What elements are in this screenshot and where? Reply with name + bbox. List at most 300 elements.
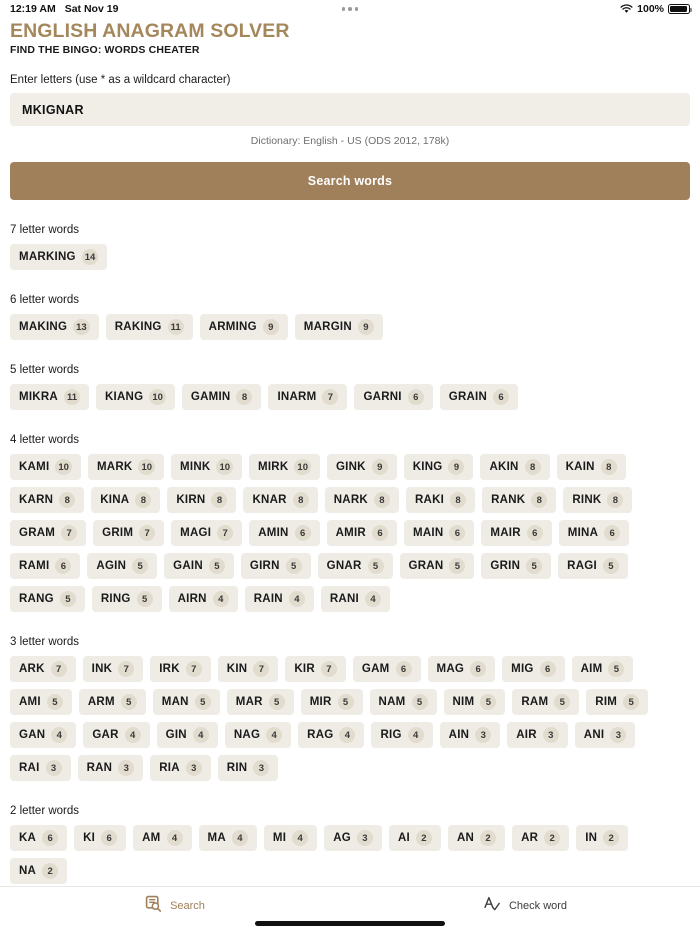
word-chip-score: 8: [211, 492, 227, 508]
word-chip[interactable]: [10, 689, 72, 715]
word-chip-score: 2: [416, 830, 432, 846]
word-chip-label: AM: [142, 832, 161, 844]
word-chip-label: RAIN: [253, 593, 283, 605]
word-chip-label: AI: [397, 832, 410, 844]
word-chip-label: RAMI: [19, 560, 50, 572]
word-chip[interactable]: [10, 520, 86, 546]
word-chip-score: 4: [125, 727, 141, 743]
word-chip-label: RAGI: [567, 560, 597, 572]
word-chip[interactable]: [321, 586, 390, 612]
word-chip[interactable]: [318, 553, 393, 579]
word-chip-score: 7: [186, 661, 202, 677]
word-chip[interactable]: [353, 656, 421, 682]
word-chip-score: 3: [610, 727, 626, 743]
word-chip[interactable]: [325, 487, 399, 513]
word-group: [10, 434, 690, 612]
word-chip-label: AIR: [516, 729, 537, 741]
word-chip[interactable]: [88, 454, 164, 480]
word-chip-label: RANI: [329, 593, 359, 605]
word-chip-label: MIRK: [258, 461, 289, 473]
word-chip-score: 3: [186, 760, 202, 776]
word-chip[interactable]: [74, 825, 126, 851]
word-chip-score: 9: [372, 459, 388, 475]
word-group-title: 7 letter words: [10, 224, 80, 236]
word-chip[interactable]: [249, 520, 319, 546]
word-chip-label: MINA: [567, 527, 599, 539]
word-chip-label: GAN: [19, 729, 46, 741]
word-chip[interactable]: [586, 689, 648, 715]
word-chip-label: ANI: [583, 729, 605, 741]
word-chip-score: 8: [607, 492, 623, 508]
word-chip-score: 4: [292, 830, 308, 846]
search-words-button[interactable]: Search words: [10, 162, 690, 200]
word-chip[interactable]: [171, 454, 242, 480]
word-chip-score: 5: [286, 558, 302, 574]
word-chip-label: GARNI: [363, 391, 402, 403]
word-chip-label: KIN: [226, 663, 248, 675]
word-chip-score: 5: [121, 694, 137, 710]
word-chip[interactable]: [444, 689, 506, 715]
word-chip-label: NAM: [378, 696, 406, 708]
word-chip-label: MARK: [96, 461, 133, 473]
word-chip-score: 6: [493, 389, 509, 405]
word-chip[interactable]: [404, 520, 474, 546]
search-form: [0, 74, 700, 200]
word-chip-label: KAIN: [565, 461, 595, 473]
check-word-icon: [483, 895, 501, 917]
word-chip[interactable]: [440, 384, 518, 410]
word-chip-label: RAKI: [414, 494, 445, 506]
word-chip[interactable]: [225, 722, 291, 748]
word-chip-score: 2: [42, 863, 58, 879]
word-chip-score: 4: [213, 591, 229, 607]
word-chip-score: 5: [60, 591, 76, 607]
word-chip[interactable]: [10, 722, 76, 748]
wifi-icon: [620, 4, 633, 14]
word-chip[interactable]: [285, 656, 346, 682]
word-chip-label: ARK: [19, 663, 45, 675]
word-chip-score: 2: [480, 830, 496, 846]
word-chip[interactable]: [241, 553, 311, 579]
word-chip-score: 7: [118, 661, 134, 677]
word-chip-score: 5: [608, 661, 624, 677]
word-chip-label: GRAN: [408, 560, 444, 572]
word-chip-score: 4: [339, 727, 355, 743]
word-chip-label: MAKING: [19, 321, 68, 333]
status-bar-right: [620, 3, 690, 15]
word-chip-label: KIR: [294, 663, 315, 675]
word-chip-label: GIN: [165, 729, 187, 741]
word-chip-list: [10, 244, 690, 270]
word-chip-label: MIKRA: [19, 391, 58, 403]
word-chip-label: GAMIN: [190, 391, 231, 403]
word-chip-label: KAMI: [19, 461, 50, 473]
word-chip-label: KING: [412, 461, 443, 473]
word-chip-score: 6: [101, 830, 117, 846]
word-chip[interactable]: [218, 656, 279, 682]
word-chip-label: GAR: [92, 729, 119, 741]
word-chip-score: 10: [216, 459, 233, 475]
word-chip-label: MA: [207, 832, 226, 844]
word-chip-score: 10: [294, 459, 311, 475]
tab-search[interactable]: [0, 895, 350, 917]
home-indicator: [255, 921, 445, 926]
word-chip-score: 13: [73, 319, 90, 335]
word-chip-label: RAG: [307, 729, 334, 741]
word-chip-score: 8: [601, 459, 617, 475]
word-chip-score: 6: [604, 525, 620, 541]
word-chip[interactable]: [150, 755, 211, 781]
word-chip-score: 3: [475, 727, 491, 743]
word-chip-label: NA: [19, 865, 37, 877]
word-chip[interactable]: [227, 689, 294, 715]
word-chip[interactable]: [167, 487, 236, 513]
word-chip-label: RAM: [521, 696, 549, 708]
word-chip-label: GRAM: [19, 527, 56, 539]
word-chip-score: 6: [527, 525, 543, 541]
word-chip-label: NARK: [333, 494, 368, 506]
word-group: [10, 805, 690, 884]
word-chip[interactable]: [245, 586, 314, 612]
word-chip-label: MINK: [180, 461, 211, 473]
word-chip-score: 6: [408, 389, 424, 405]
word-chip-label: GINK: [335, 461, 366, 473]
word-chip-score: 8: [450, 492, 466, 508]
word-chip[interactable]: [218, 755, 279, 781]
word-chip-score: 5: [47, 694, 63, 710]
word-group-title: 4 letter words: [10, 434, 80, 446]
word-chip-score: 7: [322, 389, 338, 405]
word-chip-score: 11: [168, 319, 184, 335]
word-chip[interactable]: [153, 689, 220, 715]
word-group-title: 2 letter words: [10, 805, 80, 817]
word-chip-score: 5: [449, 558, 465, 574]
word-chip[interactable]: [10, 244, 107, 270]
word-chip-label: AIRN: [177, 593, 207, 605]
word-group: [10, 636, 690, 781]
word-chip-label: MI: [272, 832, 287, 844]
word-chip-score: 11: [64, 389, 80, 405]
word-chip[interactable]: [481, 553, 551, 579]
results-list: [0, 224, 700, 884]
dictionary-note: Dictionary: English - US (ODS 2012, 178k): [250, 135, 450, 147]
word-chip[interactable]: [92, 586, 162, 612]
word-chip[interactable]: [298, 722, 364, 748]
word-chip-score: 3: [46, 760, 62, 776]
battery-full-icon: [668, 4, 690, 15]
word-chip-list: [10, 454, 690, 612]
word-chip[interactable]: [200, 314, 288, 340]
word-chip[interactable]: [480, 454, 549, 480]
word-group: [10, 294, 690, 340]
word-chip-label: KA: [19, 832, 37, 844]
word-chip-label: MAGI: [180, 527, 212, 539]
word-chip-label: AIM: [580, 663, 603, 675]
word-chip[interactable]: [83, 656, 144, 682]
word-chip-score: 6: [540, 661, 556, 677]
word-chip-label: KINA: [100, 494, 130, 506]
word-chip[interactable]: [440, 722, 501, 748]
word-chip-label: NIM: [452, 696, 475, 708]
word-chip-score: 7: [253, 661, 269, 677]
word-chip[interactable]: [91, 487, 160, 513]
word-chip-label: RINK: [572, 494, 602, 506]
word-chip-label: KIRN: [176, 494, 206, 506]
word-chip-label: KARN: [19, 494, 54, 506]
word-group: [10, 364, 690, 410]
word-chip[interactable]: [10, 454, 81, 480]
word-chip[interactable]: [576, 825, 628, 851]
word-chip-score: 6: [55, 558, 71, 574]
word-chip[interactable]: [164, 553, 234, 579]
word-chip[interactable]: [507, 722, 568, 748]
word-chip-label: RAN: [86, 762, 113, 774]
word-chip-score: 7: [61, 525, 77, 541]
word-chip-label: RAKING: [114, 321, 162, 333]
word-chip[interactable]: [93, 520, 164, 546]
word-chip-label: INARM: [277, 391, 317, 403]
page-title: ENGLISH ANAGRAM SOLVER: [10, 20, 290, 42]
word-chip-label: GNAR: [326, 560, 362, 572]
word-chip-list: [10, 656, 690, 781]
word-chip-label: RANG: [19, 593, 54, 605]
word-chip-label: MIR: [309, 696, 332, 708]
word-chip-score: 4: [51, 727, 67, 743]
tab-check-word-label: Check word: [508, 900, 568, 912]
word-chip-label: AMIN: [258, 527, 289, 539]
word-chip-score: 5: [623, 694, 639, 710]
word-chip-score: 6: [470, 661, 486, 677]
word-chip-score: 10: [138, 459, 155, 475]
word-chip[interactable]: [10, 384, 89, 410]
word-group-title: 6 letter words: [10, 294, 80, 306]
word-chip[interactable]: [389, 825, 441, 851]
word-chip[interactable]: [572, 656, 634, 682]
word-chip[interactable]: [557, 454, 626, 480]
word-chip-list: [10, 825, 690, 884]
word-chip-score: 5: [132, 558, 148, 574]
word-chip[interactable]: [324, 825, 382, 851]
word-chip-label: RIA: [159, 762, 180, 774]
word-chip-score: 10: [149, 389, 166, 405]
word-group-title: 3 letter words: [10, 636, 80, 648]
word-chip-label: AG: [333, 832, 351, 844]
word-chip[interactable]: [10, 586, 85, 612]
word-chip[interactable]: [575, 722, 636, 748]
word-chip[interactable]: [428, 656, 496, 682]
word-chip-score: 3: [357, 830, 373, 846]
word-chip[interactable]: [243, 487, 317, 513]
word-chip-score: 5: [480, 694, 496, 710]
word-chip[interactable]: [249, 454, 320, 480]
word-chip-label: GRIM: [102, 527, 134, 539]
word-chip-score: 5: [195, 694, 211, 710]
word-chip-score: 4: [289, 591, 305, 607]
word-chip-label: RANK: [491, 494, 526, 506]
letters-field-label: Enter letters (use * as a wildcard character): [10, 74, 231, 86]
word-chip[interactable]: [87, 553, 157, 579]
status-bar-left: [10, 3, 118, 15]
word-chip-score: 5: [603, 558, 619, 574]
word-chip-score: 7: [321, 661, 337, 677]
word-chip[interactable]: [10, 656, 76, 682]
word-chip-score: 8: [525, 459, 541, 475]
word-chip-score: 6: [42, 830, 58, 846]
word-chip[interactable]: [481, 520, 551, 546]
word-chip-score: 8: [293, 492, 309, 508]
word-chip-score: 4: [266, 727, 282, 743]
status-time: 12:19 AM: [10, 3, 56, 15]
word-chip-label: RIG: [380, 729, 402, 741]
word-chip-score: 5: [137, 591, 153, 607]
status-date: Sat Nov 19: [64, 3, 119, 15]
word-chip-label: MAN: [161, 696, 189, 708]
word-chip[interactable]: [404, 454, 474, 480]
word-chip[interactable]: [400, 553, 475, 579]
word-chip[interactable]: [150, 656, 211, 682]
word-chip-label: AKIN: [489, 461, 519, 473]
word-chip-label: NAG: [233, 729, 261, 741]
word-chip-label: AIN: [448, 729, 470, 741]
word-chip[interactable]: [10, 755, 71, 781]
word-chip-score: 9: [358, 319, 374, 335]
word-chip[interactable]: [133, 825, 191, 851]
word-chip-label: MAR: [235, 696, 263, 708]
word-chip-label: RING: [100, 593, 131, 605]
word-chip[interactable]: [268, 384, 347, 410]
word-chip[interactable]: [10, 858, 67, 884]
word-chip-label: AGIN: [96, 560, 127, 572]
word-chip[interactable]: [106, 314, 193, 340]
word-chip[interactable]: [79, 689, 146, 715]
word-chip[interactable]: [558, 553, 628, 579]
word-chip-score: 8: [374, 492, 390, 508]
word-chip-score: 4: [193, 727, 209, 743]
word-chip-label: ARM: [87, 696, 115, 708]
word-chip-score: 10: [55, 459, 72, 475]
word-chip[interactable]: [10, 553, 80, 579]
word-chip[interactable]: [482, 487, 556, 513]
word-chip[interactable]: [182, 384, 262, 410]
word-chip-label: GAIN: [173, 560, 203, 572]
word-chip[interactable]: [370, 689, 437, 715]
word-chip-label: MAIR: [490, 527, 521, 539]
word-chip-label: RIN: [226, 762, 248, 774]
word-chip[interactable]: [559, 520, 629, 546]
word-chip-score: 5: [368, 558, 384, 574]
word-chip[interactable]: [10, 825, 67, 851]
word-chip-score: 9: [448, 459, 464, 475]
word-chip[interactable]: [199, 825, 257, 851]
word-chip[interactable]: [78, 755, 144, 781]
word-chip-label: AMI: [19, 696, 41, 708]
word-chip[interactable]: [448, 825, 505, 851]
word-chip-score: 6: [372, 525, 388, 541]
word-chip[interactable]: [512, 689, 579, 715]
word-chip-label: AMIR: [335, 527, 366, 539]
word-chip-score: 6: [449, 525, 465, 541]
word-chip-label: GRAIN: [448, 391, 488, 403]
word-chip-label: MARGIN: [303, 321, 352, 333]
word-chip[interactable]: [327, 454, 397, 480]
letters-input[interactable]: [10, 93, 690, 126]
word-chip-score: 2: [544, 830, 560, 846]
word-chip-score: 4: [408, 727, 424, 743]
word-chip-score: 7: [51, 661, 67, 677]
word-chip-score: 6: [295, 525, 311, 541]
word-chip[interactable]: [157, 722, 218, 748]
word-chip-label: RAI: [19, 762, 40, 774]
word-group: [10, 224, 690, 270]
word-chip-score: 5: [269, 694, 285, 710]
word-chip-list: [10, 314, 690, 340]
word-chip[interactable]: [10, 487, 84, 513]
word-chip[interactable]: [502, 656, 564, 682]
tab-search-label: Search: [170, 900, 205, 912]
word-chip-label: AN: [456, 832, 475, 844]
more-dots-icon[interactable]: [342, 7, 359, 11]
word-chip[interactable]: [354, 384, 432, 410]
word-chip-label: IN: [585, 832, 598, 844]
word-chip[interactable]: [371, 722, 432, 748]
status-bar: [0, 0, 700, 18]
word-chip-label: GRIN: [490, 560, 521, 572]
word-chip[interactable]: [327, 520, 397, 546]
word-chip-label: MAG: [436, 663, 465, 675]
word-chip-label: AR: [521, 832, 539, 844]
word-chip-label: MIG: [511, 663, 534, 675]
page-subtitle: FIND THE BINGO: WORDS CHEATER: [10, 44, 200, 56]
word-group-title: 5 letter words: [10, 364, 80, 376]
word-chip[interactable]: [301, 689, 363, 715]
word-chip[interactable]: [10, 314, 99, 340]
word-chip[interactable]: [512, 825, 569, 851]
word-chip-score: 2: [603, 830, 619, 846]
word-chip-score: 5: [526, 558, 542, 574]
word-chip-label: INK: [91, 663, 113, 675]
word-chip-score: 7: [217, 525, 233, 541]
word-chip-score: 5: [209, 558, 225, 574]
tab-check-word[interactable]: [350, 895, 700, 917]
word-chip-score: 5: [412, 694, 428, 710]
word-chip-label: MARKING: [19, 251, 76, 263]
word-chip[interactable]: [96, 384, 175, 410]
battery-percent-label: 100%: [637, 3, 664, 15]
word-chip-label: KNAR: [252, 494, 287, 506]
word-chip-score: 4: [232, 830, 248, 846]
word-chip[interactable]: [83, 722, 149, 748]
word-chip-label: GAM: [361, 663, 390, 675]
word-chip-score: 3: [253, 760, 269, 776]
word-chip-label: KI: [83, 832, 96, 844]
word-chip[interactable]: [264, 825, 317, 851]
word-chip-score: 7: [139, 525, 155, 541]
word-chip[interactable]: [295, 314, 383, 340]
word-chip-score: 3: [543, 727, 559, 743]
word-chip[interactable]: [169, 586, 238, 612]
word-chip-list: [10, 384, 690, 410]
word-chip-score: 8: [531, 492, 547, 508]
word-chip[interactable]: [171, 520, 242, 546]
word-chip-score: 6: [396, 661, 412, 677]
word-chip-score: 5: [554, 694, 570, 710]
word-chip-score: 8: [135, 492, 151, 508]
word-chip[interactable]: [406, 487, 475, 513]
word-chip-score: 9: [263, 319, 279, 335]
word-chip-score: 4: [365, 591, 381, 607]
word-chip[interactable]: [563, 487, 632, 513]
bottom-tab-bar: [0, 886, 700, 934]
